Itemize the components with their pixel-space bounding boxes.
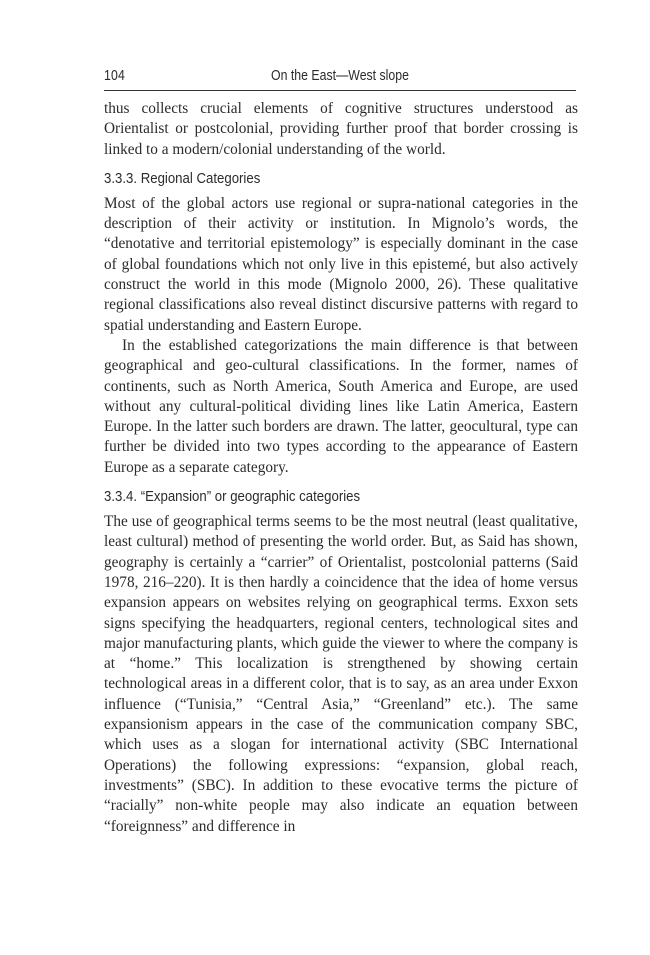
section-heading-regional-categories: 3.3.3. Regional Categories [104,169,261,187]
running-header [104,64,576,91]
paragraph-classifications: In the established categorizations the main difference is that between geographical and geo-cultural classifications. In the former, names of continents, such as North America, South America and Europe, are used without any cultural-political dividing lines like Latin America, Eastern Europe. In the latter such borders are drawn. The latter, geocultural, type can further be divided into two types according to the appearance of Eastern Europe as a separate category. [104,336,578,476]
paragraph-geographical-terms: The use of geographical terms seems to be the most neutral (least qualitative, least cultural) method of presenting the world order. But, as Said has shown, geography is certainly a “carrier” of Orientalist, postcolonial patterns (Said 1978, 216–220). It is then hardly a coincidence that the idea of home versus expansion appears on websites relying on geographical terms. Exxon sets signs specifying the headquarters, regional centers, technological sites and major manufacturing plants, which guide the viewer to where the company is at “home.” This localization is strengthened by showing certain technological areas in a different color, that is to say, as an area under Exxon influence (“Tunisia,” “Central Asia,” “Greenland” etc.). The same expansionism appears in the case of the communication company SBC, which uses as a slogan for international activity (SBC International Operations) the following expressions: “expansion, global reach, investments” (SBC). In addition to these evocative terms the picture of “racially” non-white people may also indicate an equation between “foreignness” and difference in [104,513,578,835]
page-body [104,99,578,837]
paragraph-continuation: thus collects crucial elements of cognitive structures understood as Orientalist or postcolonial, providing further proof that border crossing is linked to a modern/colonial understanding of the world. [104,100,578,158]
paragraph-regional-intro: Most of the global actors use regional or supra-national categories in the description of their activity or institution. In Mignolo’s words, the “denotative and territorial epistemology” is especially dominant in the case of global foundations which not only live in this epistemé, but also actively construct the world in this mode (Mignolo 2000, 26). These qualitative regional classifications also reveal distinct discursive patterns with regard to spatial understanding and Eastern Europe. [104,194,578,334]
running-title: On the East—West slope [271,67,409,84]
page-number: 104 [104,67,126,84]
section-heading-expansion: 3.3.4. “Expansion” or geographic categories [104,488,361,506]
